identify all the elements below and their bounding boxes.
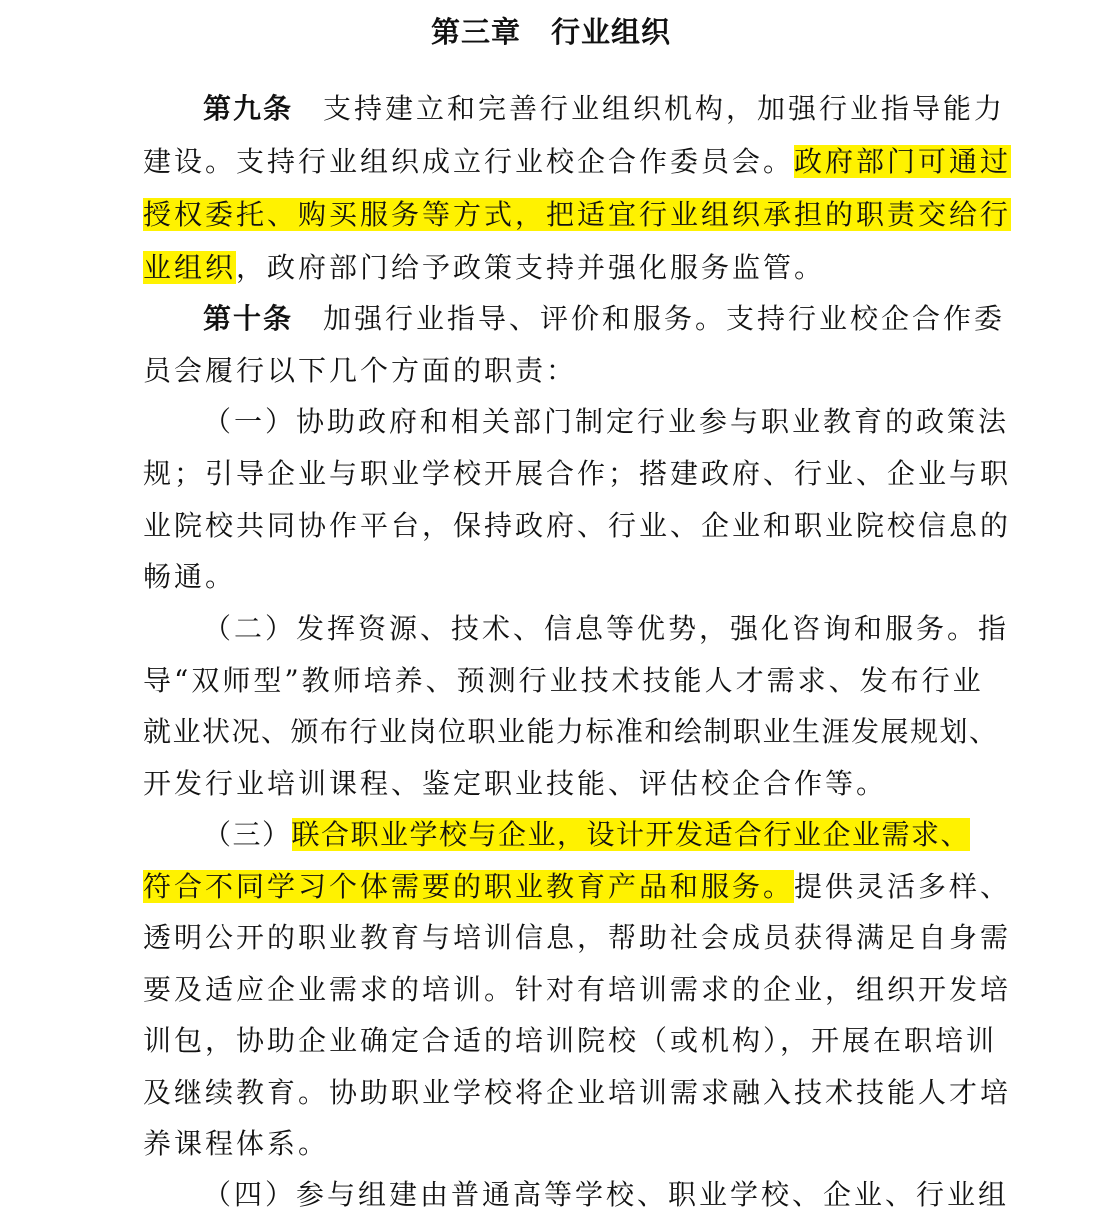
article-9-text-2a: 建设。支持行业组织成立行业校企合作委员会。	[143, 145, 795, 178]
highlighted-text: 联合职业学校与企业，设计开发适合行业企业需求、	[291, 818, 971, 851]
item-3-line-5: 训包，协助企业确定合适的培训院校（或机构），开展在职培训	[143, 1024, 998, 1057]
article-9-label: 第九条	[203, 92, 294, 125]
item-1-line-4: 畅通。	[143, 560, 237, 593]
item-1-line-2: 规；引导企业与职业学校开展合作；搭建政府、行业、企业与职	[143, 457, 1012, 490]
item-3-line-6: 及继续教育。协助职业学校将企业培训需求融入技术技能人才培	[143, 1076, 1012, 1109]
item-2-line-4: 开发行业培训课程、鉴定职业技能、评估校企合作等。	[143, 767, 888, 800]
highlighted-text: 符合不同学习个体需要的职业教育产品和服务。	[143, 870, 795, 903]
article-10-line-2: 员会履行以下几个方面的职责：	[143, 354, 578, 387]
article-10-label: 第十条	[203, 302, 294, 335]
article-10-text-1: 加强行业指导、评价和服务。支持行业校企合作委	[323, 302, 1006, 335]
item-2-line-1: （二）发挥资源、技术、信息等优势，强化咨询和服务。指	[203, 612, 1010, 645]
article-9-line-3	[143, 196, 1011, 234]
item-3-line-4: 要及适应企业需求的培训。针对有培训需求的企业，组织开发培	[143, 973, 1012, 1006]
chapter-title: 第三章 行业组织	[430, 15, 671, 49]
highlighted-text: 政府部门可通过	[794, 145, 1012, 178]
item-1-line-1: （一）协助政府和相关部门制定行业参与职业教育的政策法	[203, 405, 1010, 438]
article-9-line-4	[143, 249, 825, 287]
item-3-text-2b: 提供灵活多样、	[794, 870, 1012, 903]
article-9-line-2	[143, 143, 1011, 181]
highlighted-text: 授权委托、购买服务等方式，把适宜行业组织承担的职责交给行	[143, 198, 1012, 231]
item-2-line-3: 就业状况、颁布行业岗位职业能力标准和绘制职业生涯发展规划、	[143, 715, 999, 748]
article-9-text-4b: ，政府部门给予政策支持并强化服务监管。	[236, 251, 826, 284]
article-10-line-1	[203, 300, 1005, 338]
highlighted-text: 业组织	[143, 251, 237, 284]
item-1-line-3: 业院校共同协作平台，保持政府、行业、企业和职业院校信息的	[143, 509, 1012, 542]
item-3-prefix: （三）	[203, 818, 292, 851]
item-3-line-7: 养课程体系。	[143, 1127, 330, 1160]
item-3-line-2	[143, 868, 1011, 906]
item-3-line-1	[203, 816, 970, 854]
item-3-line-3: 透明公开的职业教育与培训信息，帮助社会成员获得满足自身需	[143, 921, 1012, 954]
article-9-text-1: 支持建立和完善行业组织机构，加强行业指导能力	[323, 92, 1006, 125]
item-2-line-2: 导“双师型”教师培养、预测行业技术技能人才需求、发布行业	[143, 664, 984, 697]
article-9-line-1	[203, 90, 1005, 128]
item-4-line-1: （四）参与组建由普通高等学校、职业学校、企业、行业组	[203, 1178, 1010, 1211]
